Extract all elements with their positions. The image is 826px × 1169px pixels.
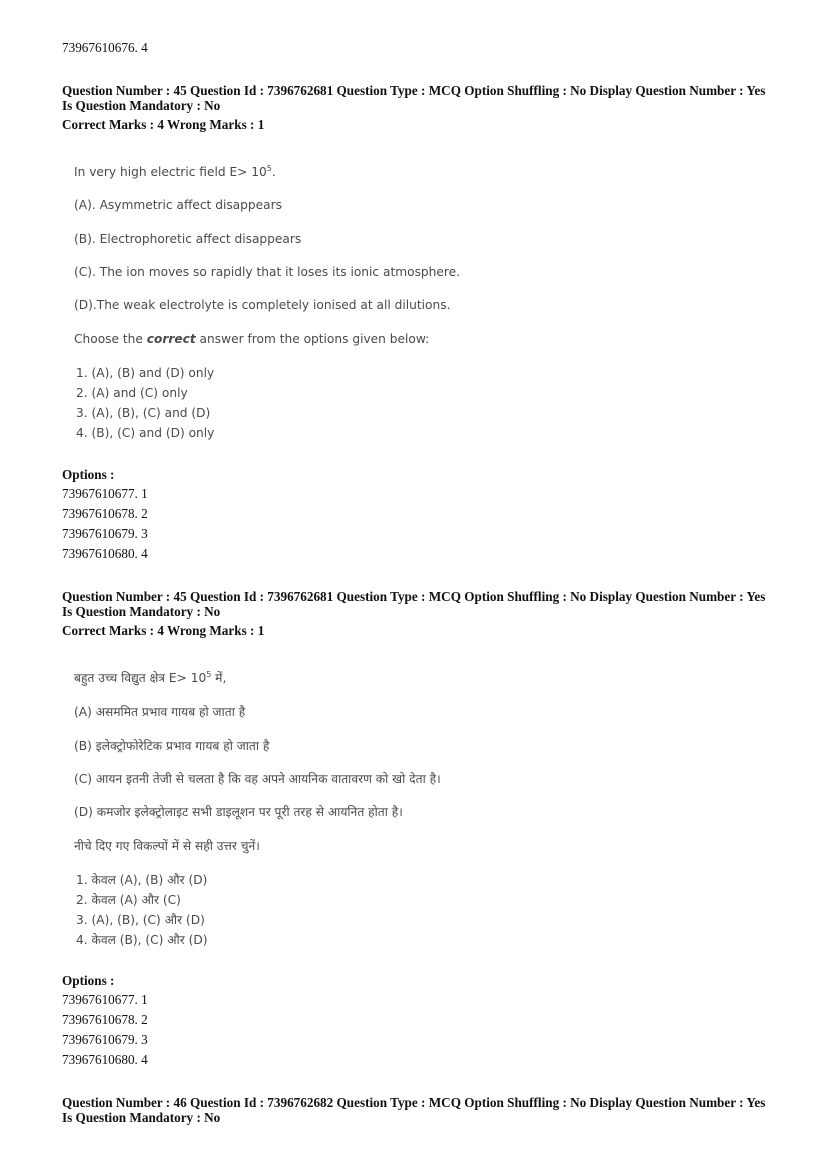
option-line: 73967610678. 2 — [62, 506, 148, 521]
statement-a: (A) असममित प्रभाव गायब हो जाता है — [74, 705, 246, 719]
question-meta-line: Question Number : 45 Question Id : 7396762681 Question Type : MCQ Option Shuffling : No Display Question Number : Yes — [62, 83, 766, 98]
option-line: 73967610677. 1 — [62, 486, 148, 501]
question-meta-line: Question Number : 45 Question Id : 7396762681 Question Type : MCQ Option Shuffling : No Display Question Number : Yes — [62, 589, 766, 604]
choice-2: 2. केवल (A) और (C) — [76, 893, 181, 907]
choose-instruction: नीचे दिए गए विकल्पों में से सही उत्तर चुनें। — [74, 839, 260, 853]
choice-4: 4. केवल (B), (C) और (D) — [76, 933, 208, 947]
question-meta-line: Question Number : 46 Question Id : 7396762682 Question Type : MCQ Option Shuffling : No Display Question Number : Yes — [62, 1095, 766, 1110]
choice-1: 1. (A), (B) and (D) only — [76, 366, 215, 380]
question-mandatory-line: Is Question Mandatory : No — [62, 604, 221, 619]
options-label: Options : — [62, 973, 115, 988]
option-line: 73967610680. 4 — [62, 546, 148, 561]
question-stem: बहुत उच्च विद्युत क्षेत्र $E> 10^5$ में, — [74, 670, 227, 685]
statement-b: (B) इलेक्ट्रोफोरेटिक प्रभाव गायब हो जाता है — [74, 739, 270, 753]
option-line: 73967610678. 2 — [62, 1012, 148, 1027]
previous-option-line: 73967610676. 4 — [62, 40, 148, 55]
question-marks-line: Correct Marks : 4 Wrong Marks : 1 — [62, 117, 265, 132]
statement-c: (C). The ion moves so rapidly that it loses its ionic atmosphere. — [74, 265, 460, 279]
question-marks-line: Correct Marks : 4 Wrong Marks : 1 — [62, 623, 265, 638]
choose-instruction: Choose the correct answer from the options given below: — [74, 332, 430, 346]
choice-3: 3. (A), (B), (C) and (D) — [76, 406, 211, 420]
option-line: 73967610677. 1 — [62, 992, 148, 1007]
statement-b: (B). Electrophoretic affect disappears — [74, 232, 302, 246]
question-mandatory-line: Is Question Mandatory : No — [62, 1110, 221, 1125]
question-mandatory-line: Is Question Mandatory : No — [62, 98, 221, 113]
options-label: Options : — [62, 467, 115, 482]
option-line: 73967610679. 3 — [62, 1032, 148, 1047]
choice-2: 2. (A) and (C) only — [76, 386, 188, 400]
statement-a: (A). Asymmetric affect disappears — [74, 198, 282, 212]
statement-d: (D) कमजोर इलेक्ट्रोलाइट सभी डाइलूशन पर पूरी तरह से आयनित होता है। — [74, 805, 403, 819]
choice-1: 1. केवल (A), (B) और (D) — [76, 873, 208, 887]
statement-d: (D).The weak electrolyte is completely ionised at all dilutions. — [74, 298, 451, 312]
choice-4: 4. (B), (C) and (D) only — [76, 426, 215, 440]
choice-3: 3. (A), (B), (C) और (D) — [76, 913, 205, 927]
option-line: 73967610680. 4 — [62, 1052, 148, 1067]
question-stem: In very high electric field $E> 10^5$. — [74, 164, 276, 179]
statement-c: (C) आयन इतनी तेजी से चलता है कि वह अपने आयनिक वातावरण को खो देता है। — [74, 772, 441, 786]
option-line: 73967610679. 3 — [62, 526, 148, 541]
